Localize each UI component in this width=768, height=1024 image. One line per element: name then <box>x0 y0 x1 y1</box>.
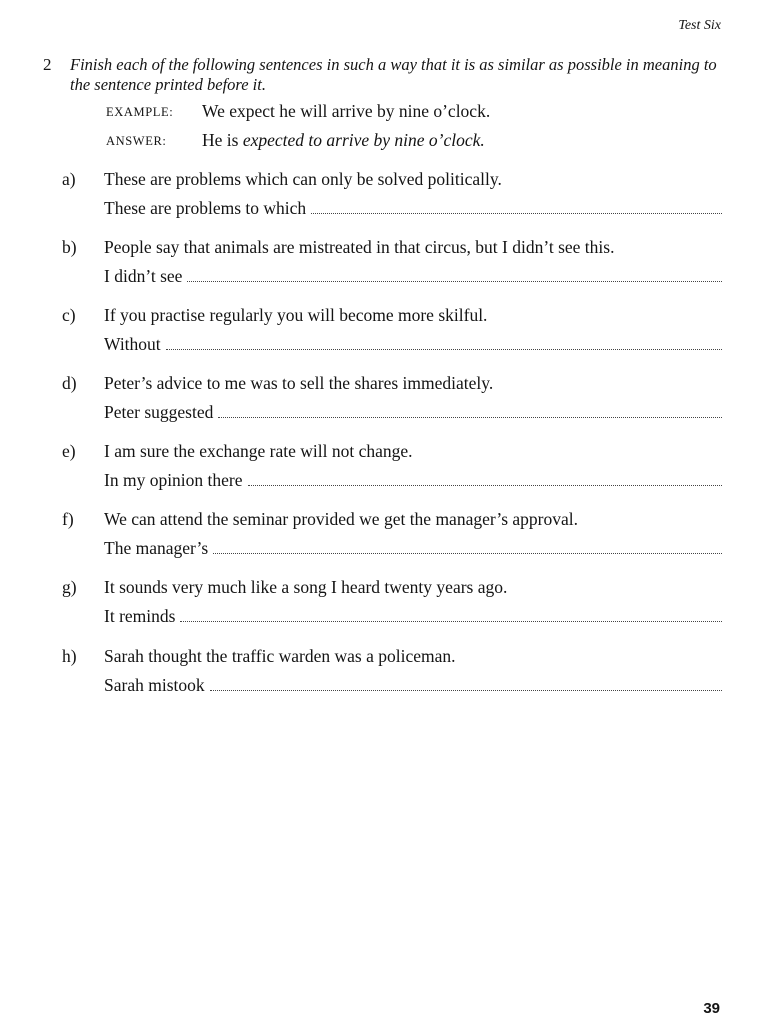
answer-line <box>104 469 722 491</box>
answer-lead: In my opinion there <box>104 470 243 490</box>
example-row <box>106 101 490 122</box>
answer-blank[interactable] <box>213 537 722 554</box>
example-text: We expect he will arrive by nine o’clock. <box>202 101 491 121</box>
answer-line <box>104 197 722 219</box>
item-letter: a) <box>62 169 76 189</box>
item-a <box>62 169 724 229</box>
item-sentence: Sarah thought the traffic warden was a policeman. <box>104 646 456 666</box>
answer-line <box>104 605 722 627</box>
answer-blank[interactable] <box>180 605 722 622</box>
answer-line <box>104 401 722 423</box>
item-b <box>62 237 724 297</box>
answer-lead: Without <box>104 334 161 354</box>
exercise-number: 2 <box>43 55 52 74</box>
item-f <box>62 509 724 569</box>
answer-line <box>104 265 722 287</box>
answer-lead: Sarah mistook <box>104 675 205 695</box>
answer-lead: Peter suggested <box>104 402 214 422</box>
answer-line <box>104 333 722 355</box>
item-sentence: I am sure the exchange rate will not change. <box>104 441 413 461</box>
item-sentence: These are problems which can only be solved politically. <box>104 169 502 189</box>
answer-blank[interactable] <box>248 469 722 486</box>
answer-lead: I didn’t see <box>104 266 183 286</box>
answer-lead: These are problems to which <box>104 198 307 218</box>
answer-lead: It reminds <box>104 606 176 626</box>
answer-blank[interactable] <box>311 197 722 214</box>
item-e <box>62 441 724 501</box>
answer-label: ANSWER: <box>106 134 167 148</box>
page-header: Test Six <box>678 18 721 33</box>
answer-prefix: He is <box>202 130 243 150</box>
item-letter: b) <box>62 237 77 257</box>
answer-lead: The manager’s <box>104 538 209 558</box>
item-sentence: Peter’s advice to me was to sell the shares immediately. <box>104 373 494 393</box>
answer-blank[interactable] <box>218 401 722 418</box>
item-sentence: We can attend the seminar provided we get the manager’s approval. <box>104 509 578 529</box>
answer-italic: expected to arrive by nine o’clock. <box>242 130 485 150</box>
item-sentence: It sounds very much like a song I heard twenty years ago. <box>104 577 508 597</box>
item-c <box>62 305 724 365</box>
answer-blank[interactable] <box>187 265 722 282</box>
item-letter: h) <box>62 646 77 666</box>
item-letter: f) <box>62 509 74 529</box>
example-label: EXAMPLE: <box>106 105 174 119</box>
answer-blank[interactable] <box>210 674 722 691</box>
item-letter: e) <box>62 441 76 461</box>
answer-line <box>104 674 722 696</box>
page-number: 39 <box>703 1000 720 1017</box>
item-d <box>62 373 724 433</box>
exercise-instructions: Finish each of the following sentences in such a way that it is as similar as possible in meaning to the sentence printed before it. <box>70 55 717 94</box>
item-letter: d) <box>62 373 77 393</box>
item-sentence: If you practise regularly you will become more skilful. <box>104 305 488 325</box>
answer-row <box>106 130 485 151</box>
item-letter: g) <box>62 577 77 597</box>
item-letter: c) <box>62 305 76 325</box>
answer-line <box>104 537 722 559</box>
item-h <box>62 646 724 706</box>
item-sentence: People say that animals are mistreated in that circus, but I didn’t see this. <box>104 237 615 257</box>
answer-blank[interactable] <box>166 333 722 350</box>
item-g <box>62 577 724 637</box>
